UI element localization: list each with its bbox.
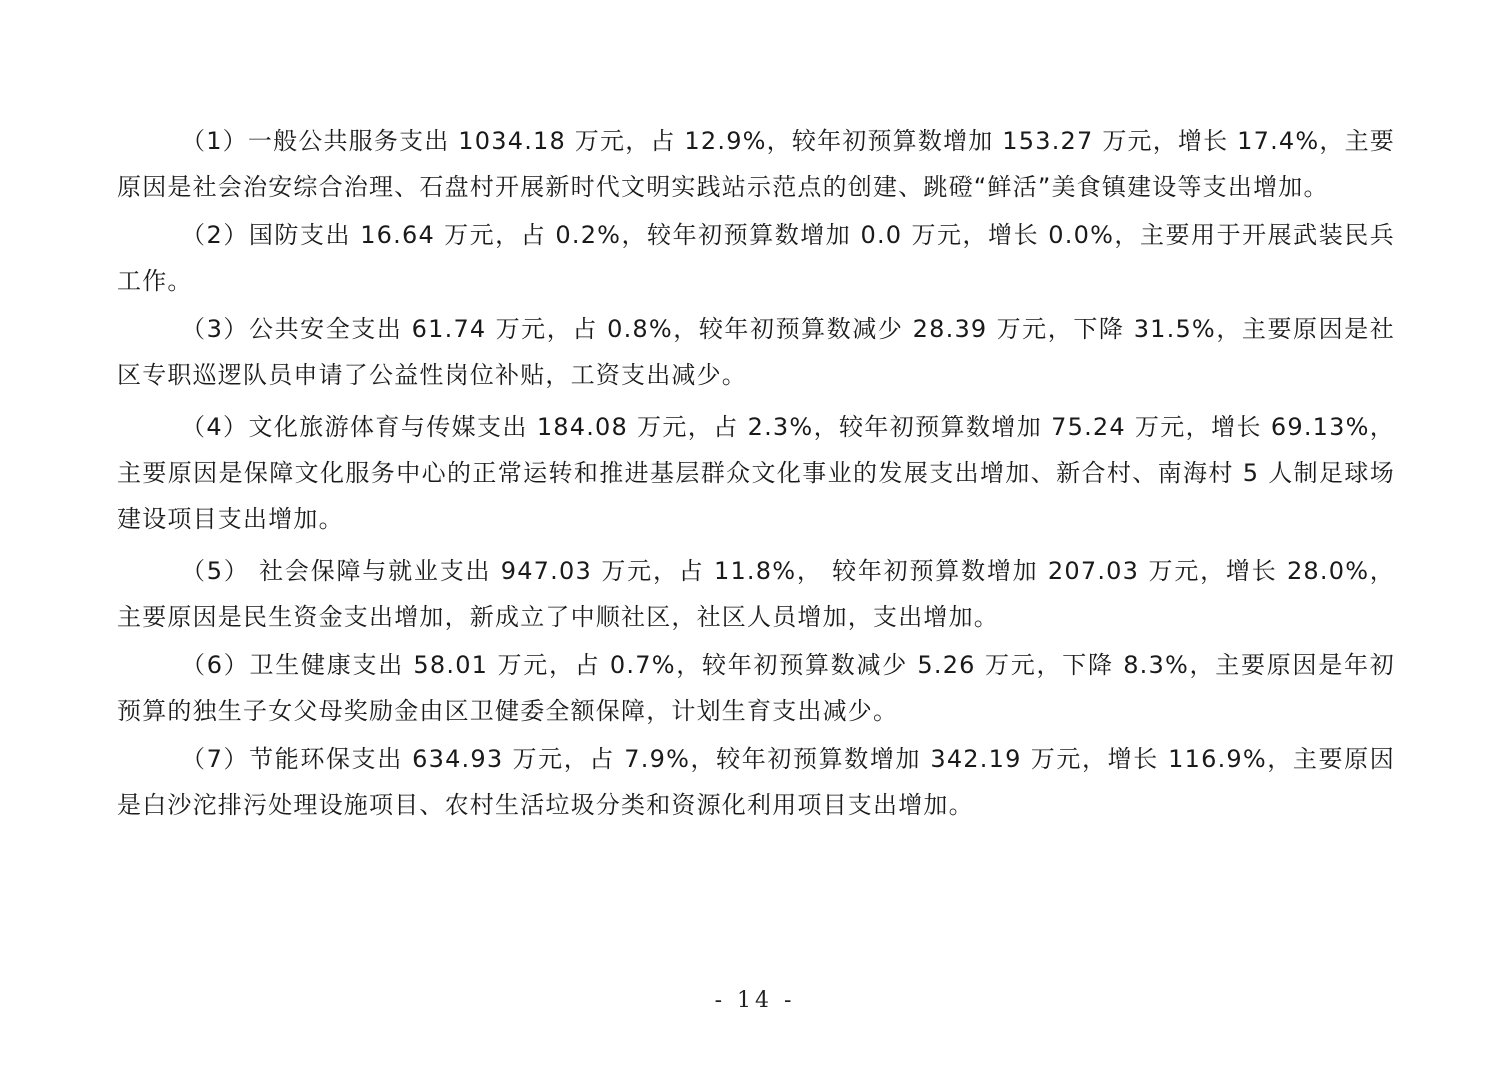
paragraph-public-security: （3）公共安全支出 61.74 万元，占 0.8%，较年初预算数减少 28.39 万元，下降 31.5%，主要原因是社区专职巡逻队员申请了公益性岗位补贴，工资支出减少。: [117, 315, 1395, 389]
paragraph-health: （6）卫生健康支出 58.01 万元，占 0.7%，较年初预算数减少 5.26 万元，下降 8.3%，主要原因是年初预算的独生子女父母奖励金由区卫健委全额保障，计划生育支出减少。: [117, 651, 1395, 725]
page-number: - 14 -: [714, 988, 796, 1013]
paragraph-culture-tourism-sports-media: （4）文化旅游体育与传媒支出 184.08 万元，占 2.3%，较年初预算数增加 75.24 万元，增长 69.13%，主要原因是保障文化服务中心的正常运转和推进基层群众文化事业的发展支出增加、新合村、南海村 5 人制足球场建设项目支出增加。: [117, 413, 1395, 533]
paragraph-social-security-employment: （5） 社会保障与就业支出 947.03 万元，占 11.8%， 较年初预算数增加 207.03 万元，增长 28.0%，主要原因是民生资金支出增加，新成立了中顺社区，社区人员增加，支出增加。: [117, 557, 1395, 631]
paragraph-national-defense: （2）国防支出 16.64 万元，占 0.2%，较年初预算数增加 0.0 万元，增长 0.0%，主要用于开展武装民兵工作。: [117, 221, 1395, 295]
document-body: [117, 118, 1395, 828]
paragraph-energy-environment: （7）节能环保支出 634.93 万元，占 7.9%，较年初预算数增加 342.19 万元，增长 116.9%，主要原因是白沙沱排污处理设施项目、农村生活垃圾分类和资源化利用项目支出增加。: [117, 745, 1395, 819]
paragraph-general-public-services: （1）一般公共服务支出 1034.18 万元，占 12.9%，较年初预算数增加 153.27 万元，增长 17.4%，主要原因是社会治安综合治理、石盘村开展新时代文明实践站示范点的创建、跳磴“鲜活”美食镇建设等支出增加。: [117, 127, 1395, 201]
